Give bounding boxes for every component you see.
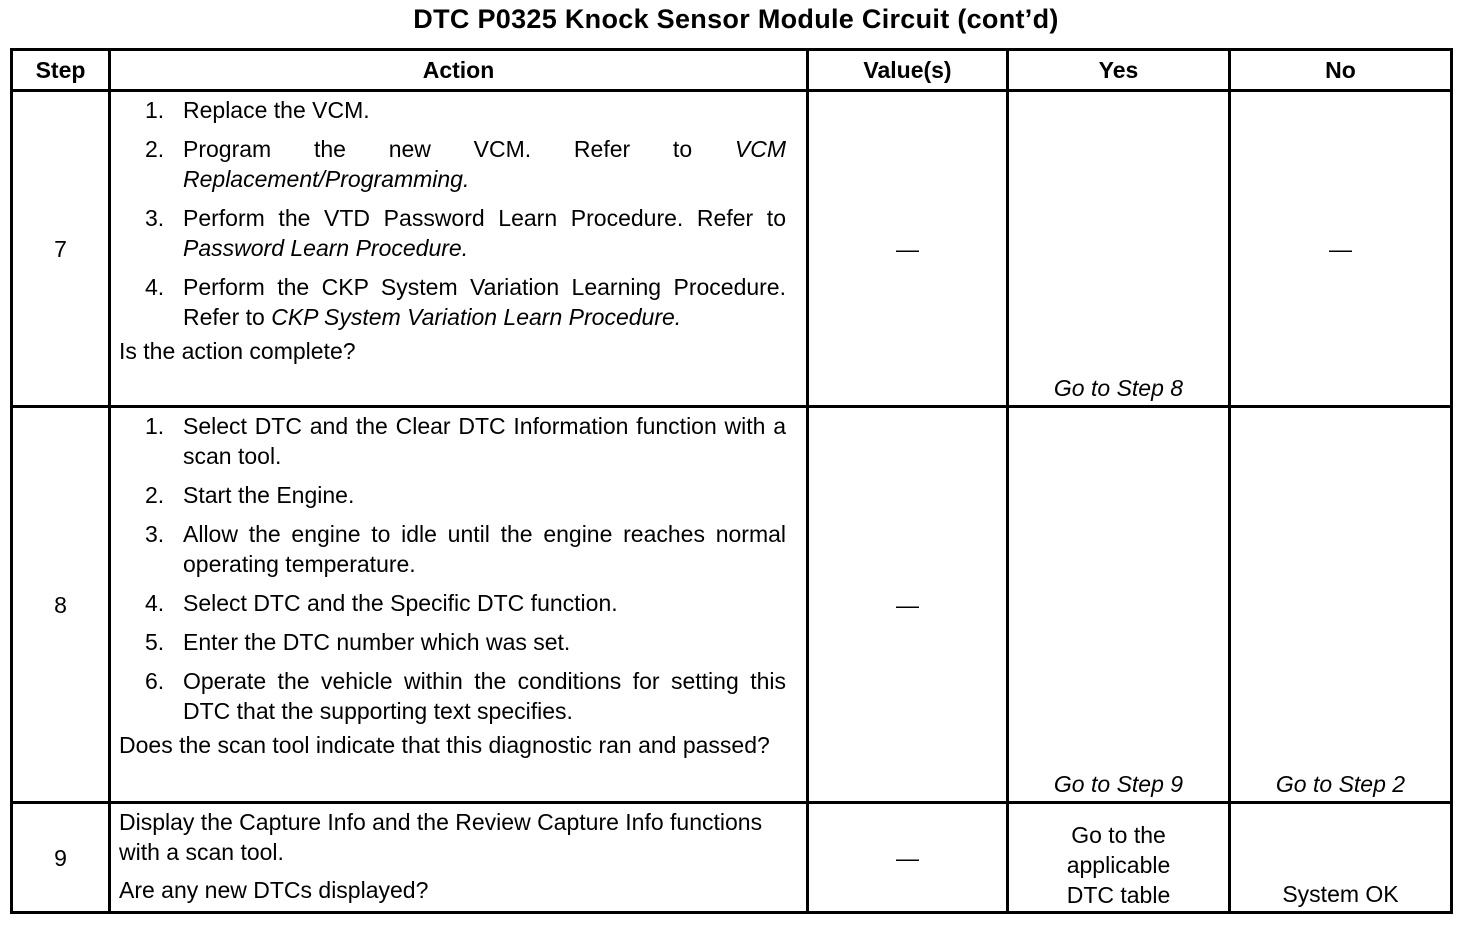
action-steps (119, 95, 786, 332)
action-cell (110, 803, 808, 913)
item-number: 4. (145, 274, 165, 300)
header-values: Value(s) (808, 50, 1008, 91)
item-number: 4. (145, 590, 165, 616)
no-cell: — (1230, 91, 1452, 407)
item-text: Perform the CKP System Variation Learning Procedure. Refer to (183, 274, 786, 330)
header-step: Step (12, 50, 110, 91)
action-cell (110, 407, 808, 803)
table-row (12, 91, 1452, 407)
item-text: Enter the DTC number which was set. (183, 629, 571, 655)
list-item (119, 666, 786, 726)
item-reference: Password Learn Procedure (183, 235, 462, 261)
item-tail: . (462, 166, 470, 192)
item-text: Operate the vehicle within the conditions for setting this DTC that the supporting text specifies. (183, 668, 786, 724)
list-item (119, 519, 786, 579)
value-cell: — (808, 407, 1008, 803)
item-number: 1. (145, 413, 165, 439)
item-text: Select DTC and the Specific DTC function. (183, 590, 618, 616)
list-item (119, 272, 786, 332)
item-tail: . (461, 235, 469, 261)
yes-cell: Go to Step 9 (1008, 407, 1230, 803)
diagnostic-table (10, 48, 1453, 914)
header-yes: Yes (1008, 50, 1230, 91)
item-number: 3. (145, 521, 165, 547)
item-number: 2. (145, 482, 165, 508)
item-number: 3. (145, 205, 165, 231)
list-item (119, 134, 786, 194)
item-text: Program the new VCM. Refer to (183, 136, 735, 162)
step-number: 7 (12, 91, 110, 407)
step-number: 8 (12, 407, 110, 803)
no-cell: System OK (1230, 803, 1452, 913)
yes-cell: Go to the applicable DTC table (1008, 803, 1230, 913)
item-number: 5. (145, 629, 165, 655)
item-reference: CKP System Variation Learn Procedure (271, 304, 675, 330)
list-item (119, 411, 786, 471)
item-reference: VCM Replacement/Programming (183, 136, 786, 192)
list-item (119, 203, 786, 263)
action-steps (119, 411, 786, 726)
item-text: Perform the VTD Password Learn Procedure. Refer to (183, 205, 786, 231)
action-paragraph: Display the Capture Info and the Review Capture Info functions with a scan tool. (119, 809, 763, 865)
item-number: 2. (145, 136, 165, 162)
table-row (12, 407, 1452, 803)
list-item (119, 480, 786, 510)
no-cell: Go to Step 2 (1230, 407, 1452, 803)
action-question: Are any new DTCs displayed? (119, 877, 429, 903)
table-row (12, 803, 1452, 913)
step-number: 9 (12, 803, 110, 913)
list-item (119, 588, 786, 618)
list-item (119, 95, 786, 125)
yes-cell: Go to Step 8 (1008, 91, 1230, 407)
item-text: Allow the engine to idle until the engine reaches normal operating temperature. (183, 521, 786, 577)
value-cell: — (808, 803, 1008, 913)
header-action: Action (110, 50, 808, 91)
header-row (12, 50, 1452, 91)
action-question: Is the action complete? (119, 338, 356, 364)
item-number: 1. (145, 97, 165, 123)
list-item (119, 627, 786, 657)
item-text: Replace the VCM. (183, 97, 370, 123)
item-text: Select DTC and the Clear DTC Information function with a scan tool. (183, 413, 786, 469)
value-cell: — (808, 91, 1008, 407)
item-text: Start the Engine. (183, 482, 355, 508)
action-question: Does the scan tool indicate that this diagnostic ran and passed? (119, 732, 770, 758)
header-no: No (1230, 50, 1452, 91)
item-number: 6. (145, 668, 165, 694)
page-title: DTC P0325 Knock Sensor Module Circuit (cont’d) (413, 4, 1059, 34)
item-tail: . (674, 304, 682, 330)
action-cell (110, 91, 808, 407)
